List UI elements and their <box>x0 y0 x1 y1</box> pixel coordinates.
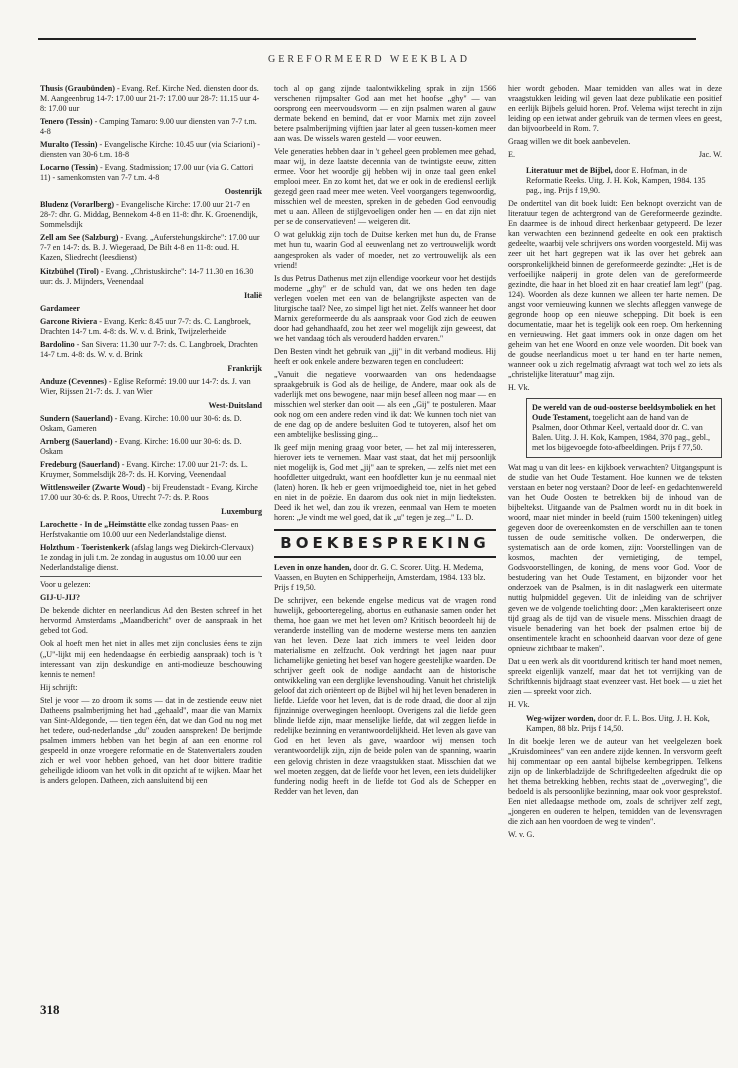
book-info: toegelicht aan de hand van de Psalmen, door Othmar Keel, vertaald door dr. C. van Balen. Uitg. J. H. Kok, Kampen, 1984, 370 pag., gebl., met los bijgevoegde foto-afbeeldingen. Prijs f 77,50. <box>532 412 711 453</box>
paragraph: „Vanuit die negatieve voorwaarden van ons hedendaagse spraakgebruik is God als de heilige, de Andere, maar ook als de vaderlijk met ons bewogene, naar mijn besef alleen nog maar — en misschien wel sterker dan ooit — als een „Gij" te postuleren. Maar ook nog om een andere reden vind ik dat: We kunnen toch niet van de ene dag op de andere besluiten God te tutoyeren, alsof het om een ambtelijke beslissing ging... <box>274 369 496 440</box>
service-place: Muralto (Tessin) <box>40 140 98 150</box>
book-title: Literatuur met de Bijbel, <box>526 166 613 176</box>
service-details: - Evang. Ref. Kirche Ned. diensten door ds. M. Aangeenbrug 14-7: 17.00 uur 21-7: 17.00 uur 28-7: 11.15 uur 4-8: 17.00 uur <box>40 84 260 114</box>
paragraph: Wat mag u van dit lees- en kijkboek verwachten? Uitgangspunt is de studie van het Oude Testament. Hoe kunnen we de teksten verstaan en beter nog verstaan? Door de leef- en gedachtenwereld van het Oude Oosten te betrekken bij de inhoud van de bijbeltekst. Uitgaande van de Psalmen wordt nu in dit boek in woord, maar niet minder in beeld (ruim 1500 tekeningen) uitleg gegeven door de overeenkomsten en de verschillen aan te tonen tussen de oude semitische volken. De onderwerpen, die systematisch aan de orde komen, zijn: Voorstellingen van de kosmos, machten der vernietiging, de tempel, Godsvoorstellingen, de koning, de mens voor God. Voor de bestudering van het Oude Testament, en bijzonder voor het onderzoek van de Psalmen, is in dit naslagwerk een uitermate nuttig hulpmiddel gegeven. Uit de inleiding van de schrijver geven we de volgende toelichting door: „Men karakteriseert onze tijd graag als de tijd van de visuele mens. Misschien draagt de visuele benadering van het boek der psalmen ertoe bij de onsentimentele kracht en schoonheid daarvan voor deze of gene opnieuw zichtbaar te maken". <box>508 463 722 653</box>
book-review-heading <box>508 166 722 196</box>
signature: E. <box>508 150 515 160</box>
column-2 <box>274 84 496 800</box>
service-details: - Evang. Kerk: 8.45 uur 7-7: ds. C. Langbroek, Drachten 14-7 t.m. 4-8: ds. W. v. d. Brink, Twijzelerheide <box>40 316 251 336</box>
service-details: - Evang. Kirche: 16.00 uur 30-6: ds. D. Oskam <box>40 436 242 456</box>
book-info: door dr. G. C. Scorer. Uitg. H. Medema, Vaassen, en Buyten en Schipperheijn, Amsterdam, 1984. 133 blz. Prijs f 19,50. <box>274 562 486 592</box>
service-place: Zell am See (Salzburg) <box>40 233 119 243</box>
service-details: - Evang. Stadmission; 17.00 uur (via G. Cattori 11) - samenkomsten van 7-7 t.m. 4-8 <box>40 163 254 183</box>
country-heading: Italië <box>244 290 262 300</box>
country-heading: West-Duitsland <box>208 400 262 410</box>
service-details: - Evang. Kirche: 10.00 uur 30-6: ds. D. Oskam, Gameren <box>40 413 242 433</box>
service-details: - San Sivera: 11.30 uur 7-7: ds. C. Langbroek, Drachten 14-7 t.m. 4-8: ds. W. v. d. Brink <box>40 339 258 359</box>
service-details: elke zondag tussen Paas- en Herfstvakantie om 10.00 uur een Nederlandstalige dienst. <box>40 520 239 540</box>
paragraph: O wat gelukkig zijn toch de Duitse kerken met hun du, de Franse met hun tu, waarin God al eeuwenlang net zo vertrouwelijk wordt aangesproken als vader of moeder, net zo vertrouwelijk als een vriend! <box>274 230 496 270</box>
paragraph: Ook al hoeft men het niet in alles met zijn conclusies éens te zijn („U"-lijkt mij een hedendaagse én eerbiedig aanspraak) toch is 't interessant van zijn deskundige en anti-modieuze beschouwing kennis te nemen! <box>40 639 262 679</box>
signature-row <box>508 150 722 160</box>
service-entry <box>40 543 262 573</box>
service-place: Gardameer <box>40 303 81 313</box>
paragraph: hier wordt geboden. Maar temidden van alles wat in deze vraagstukken leiding wil geven laat deze publikatie een positief en eerlijk Bijbels geluid horen. Prof. Velema wijst terecht in zijn leiding op een ietwat ander gebruik van de termen vlees en geest, dan bijvoorbeeld in Rom. 7. <box>508 84 722 134</box>
service-place: Tenero (Tessin) <box>40 117 93 127</box>
running-header: GEREFORMEERD WEEKBLAD <box>268 54 470 65</box>
service-entry <box>40 84 262 114</box>
paragraph: De bekende dichter en neerlandicus Ad den Besten schreef in het hervormd Amsterdams „Maandbericht" over de aanspraak in het gebed tot God. <box>40 606 262 636</box>
service-place: Arnberg (Sauerland) <box>40 436 113 446</box>
paragraph: Dat u een werk als dit voortdurend kritisch ter hand moet nemen, spreekt eigenlijk vanzelf, maar dat het tot verrijking van de Schriftkennis bijdraagt staat evenzeer vast. Het boek — u ziet het zien — spreekt voor zich. <box>508 656 722 696</box>
service-entry <box>40 437 262 457</box>
paragraph: Stel je voor — zo droom ik soms — dat in de zestiende eeuw niet Datheens psalmberijming het had „gehaald", maar die van Marnix van Sint-Aldegonde, — tien tegen één, dat we dan God nu nog met het tedere, oud-nederlandse „du" zouden aanspreken! De berijmde psalmen immers hebben van het begin af aan een enorme rol gespeeld in onze vroegere reformatie en de Statenvertalers zouden zich er wel voor hebben gehoed, van het door bittere traditie geheiligde idioom van het volk in dit opzicht af te wijken. Maar het is anders gelopen. Datheen, zich aansluitend bij een <box>40 695 262 785</box>
paragraph: Vele generaties hebben daar in 't geheel geen problemen mee gehad, maar wij, in deze laatste decennia van de twintigste eeuw, zitten ermee. Voor het woordje gij hebben wij in onze taal geen enkel emplooi meer. En zo komt het, dat we er ook in de erediensl eerlijk gezegd geen raad meer mee weten. Veel voorgangers tegenwoordig, misschien wel de meesten, spreken in de gebeden God eenvoudig met u aan. Alleen de stijlgevoeligen onder hen — en dat zijn niet per se de conservatieven! — weigeren dit. <box>274 147 496 227</box>
signature: Jac. W. <box>698 150 722 160</box>
service-entry <box>40 163 262 183</box>
service-details: - Evangelische Kirche: 10.45 uur (via Sciarioni) - diensten van 30-6 t.m. 18-8 <box>40 140 260 160</box>
service-place: Thusis (Graubünden) <box>40 84 115 93</box>
separator <box>40 576 262 577</box>
service-details: - Evang. „Auferstehungskirche": 17.00 uur 7-7 en 14-7: ds. B. J. Wiegeraad, De Bilt 4-8 en 11-8: oud. H. Kazen, Sliedrecht (leesdienst) <box>40 233 260 263</box>
service-details: - Evang. „Christuskirche": 14-7 11.30 en 16.30 uur: ds. J. Mijnders, Veenendaal <box>40 266 254 286</box>
service-details: - Camping Tamaro: 9.00 uur diensten van 7-7 t.m. 4-8 <box>40 117 257 137</box>
service-details: - Eglise Reformé: 19.00 uur 14-7: ds. J. van Wier, Rijssen 21-7: ds. J. van Wier <box>40 376 251 396</box>
book-review-heading <box>526 398 722 458</box>
service-place: Larochette - In de „Heimstätte <box>40 520 146 530</box>
section-banner: BOEKBESPREKING <box>274 529 496 558</box>
book-info: door dr. F. L. Bos. Uitg. J. H. Kok, Kampen, 88 blz. Prijs f 14,50. <box>526 713 710 733</box>
service-details: - Evang. Kirche: 17.00 uur 21-7: ds. L. Kruymer, Sommelsdijk 28-7: ds. H. Korving, Veenendaal <box>40 460 248 480</box>
service-entry <box>40 483 262 503</box>
service-place: Bardolino <box>40 339 75 349</box>
paragraph: Hij schrijft: <box>40 682 78 692</box>
service-place: Sundern (Sauerland) <box>40 413 113 423</box>
section-label: Voor u gelezen: <box>40 580 91 590</box>
paragraph: Ik geef mijn mening graag voor beter, — het zal mij interesseren, hierover iets te vernemen. Maar vast staat, dat het mij persoonlijk niet mogelijk is, God met „jij" aan te spreken, — zelfs niet met een hoofdletter uitgedrukt, want een hoofdletter kun je nu eenmaal niet (laten) horen. Ik heb er geen vrijmoedigheid toe, niet in het gebed en niet in de poëzie. En daarom dus ook niet in mijn liedteksten. Deed ik het wel, dan zou ik vrezen, eenmaal van Hem te moeten horen: „Je vindt me wel goed, dat ik „u" tegen je zeg..." L. D. <box>274 443 496 523</box>
book-review-heading <box>274 563 496 593</box>
book-title: De wereld van de oud-oosterse beeldsymboliek en het Oude Testament, <box>532 402 716 422</box>
signature: H. Vk. <box>508 382 530 392</box>
service-entry <box>40 140 262 160</box>
service-entry <box>40 304 262 314</box>
column-1 <box>40 84 262 789</box>
service-place: Fredeburg (Sauerland) <box>40 460 120 469</box>
service-place: Anduze (Cevennes) <box>40 376 107 386</box>
column-3 <box>508 84 722 843</box>
service-entry <box>40 233 262 263</box>
service-place: Locarno (Tessin) <box>40 163 98 173</box>
service-entry <box>40 414 262 434</box>
top-rule <box>38 38 696 40</box>
paragraph: toch al op gang zijnde taalontwikkeling sprak in zijn 1566 verschenen rijmpsalter God aan met het hoofse „ghy" — van oorsprong een meervoudsvorm — en zijn psalmen waren al gauw dermate bekend en bemind, dat er voor Marnix met zijn zoveel betere psalmberijming vijftien jaar later al geen tussen-komen meer aan was. De wissels waren gesteld — voor eeuwen. <box>274 84 496 144</box>
signature: W. v. G. <box>508 830 535 840</box>
service-entry <box>40 200 262 230</box>
article-title: GIJ-U-JIJ? <box>40 593 81 603</box>
service-entry <box>40 267 262 287</box>
book-info: door E. Hofman, in de Reformatie Reeks. Uitg. J. H. Kok, Kampen, 1984. 135 pag., ing. Prijs f 19,90. <box>526 166 706 196</box>
service-entry <box>40 117 262 137</box>
paragraph: De schrijver, een bekende engelse medicus vat de vragen rond huwelijk, geboorteregeling, abortus en euthanasie samen onder het thema, hoe gaan we met het leven om? Kritisch beoordeelt hij de veranderde instelling van de moderne westerse mens ten aanzien van het leven. Deze laat zich immers te veel leiden door materialisme en zelfzucht. Ook verdringt het jagen naar puur lichamelijke genieting het besef van hogere geestelijke waarden. De schrijver geeft ook de nodige aandacht aan de historische ontwikkeling van een derglijke levenshouding. Vanuit het christelijk geloof dat zich oriënteert op de Bijbel wil hij het leven benaderen in liefde. Liefde voor het leven, dat is de rode draad, die door al zijn fijnzinnige overwegingen heenloopt. Overigens zal die liefde geen blinde liefde zijn, maar menselijke liefde, dat wil zeggen liefde in redelijke bezinning en verantwoordelijkheid. Het leven als gave van God en het leven als gave, waardoor wij mensen toch verantwoordelijk zijn, zijn de beide polen van de spanning, waarin een gelovig christen in deze vraagstukken staat. Misschien dat we wel moeten zeggen, dat de liefde voor het leven, een iets duidelijker fundering nodig heeft in de liefde tot God als de Schepper en Redder van het leven, dan <box>274 596 496 796</box>
service-place: Garcone Riviera <box>40 316 98 326</box>
service-place: Wittlensweiler (Zwarte Woud) <box>40 483 146 493</box>
paragraph: Den Besten vindt het gebruik van „jij" in dit verband modieus. Hij heeft er ook enkele andere bezwaren tegen en concludeert: <box>274 346 496 366</box>
service-entry <box>40 340 262 360</box>
book-review-heading <box>508 714 722 734</box>
service-details: - bij Freudenstadt - Evang. Kirche 17.00 uur 30-6: ds. P. Roos, Utrecht 7-7: ds. P. Roos <box>40 483 258 503</box>
service-entry <box>40 460 262 480</box>
signature: H. Vk. <box>508 699 530 709</box>
service-entry <box>40 520 262 540</box>
paragraph: In dit boekje leren we de auteur van het veelgelezen boek „Kruisdominees" van een andere zijde kennen. In versvorm geeft hij commentaar op een aantal bijbelse kernbegrippen. Telkens zijn op de linkerbladzijde de Schriftgedeelten afgedrukt die op het thema betrekking hebben, rechts staat de „overweging", die bedoeld is als persoonlijke bezinning, maar ook voor gesprekstof. Een niet alledaagse methode om, zoals de schrijver zelf zegt, „jongeren en ouderen te helpen, temidden van de levensvragen die zich aan hen voordoen de weg te vinden". <box>508 736 722 827</box>
paragraph: Graag willen we dit boek aanbevelen. <box>508 137 631 147</box>
country-heading: Luxemburg <box>221 507 262 517</box>
service-entry <box>40 317 262 337</box>
country-heading: Oostenrijk <box>224 187 262 197</box>
service-entry <box>40 377 262 397</box>
service-place: Holzthum - Toeristenkerk <box>40 543 130 553</box>
book-title: Weg-wijzer worden, <box>526 713 596 723</box>
service-details: (afslag langs weg Diekirch-Clervaux) 1e zondag in juli t.m. 2e zondag in augustus om 10.00 uur een Nederlandstalige dienst. <box>40 543 254 573</box>
service-place: Bludenz (Vorarlberg) <box>40 200 115 210</box>
paragraph: Is dus Petrus Dathenus met zijn ellendige voorkeur voor het destijds moderne „ghy" er de schuld van, dat we ons heden ten dage verlegen voelen met een van de belangrijkste aspecten van de liturgische taal? Nee, zo simpel ligt het niet. Zelfs wanneer het door Marnix gereformeerde du als aanspraak voor God zich de eeuwen door had gehandhaafd, zou het zeer wel mogelijk zijn geweest, dat we het vandaag tóch als verouderd hadden ervaren." <box>274 273 496 343</box>
country-heading: Frankrijk <box>227 363 262 373</box>
service-details: - Evangelische Kirche: 17.00 uur 21-7 en 28-7: dhr. G. Middag, Bennekom 4-8 en 11-8: dhr. K. Groenendijk, Sommelsdijk <box>40 200 258 230</box>
page-number: 318 <box>40 1002 60 1017</box>
book-title: Leven in onze handen, <box>274 562 352 572</box>
service-place: Kitzbühel (Tirol) <box>40 266 99 276</box>
paragraph: De ondertitel van dit boek luidt: Een beknopt overzicht van de literatuur tegen de achtergrond van de Gereformeerde gezindte. En daarmee is de inhoud direct herkenbaar getypeerd. De lezer kan verwachten een bezinnend gedeelte en ook een praktisch gedeelte, waarbij vele schrijvers ons worden voorgesteld. Mij was zeer uit het hart gegrepen wat ik las over het gebrek aan oorspronkelijkheid binnen de gereformeerde gezindte: „Het is de verfoeilijke naäperij in grote delen van de gereformeerde gezindte, die haar in het bloed zit en haar creatief lam legt" (pag. 124). Woorden als deze kunnen we alleen ter harte nemen. De angst voor vernieuwing kunnen we slechts afleggen vanwege de gegronde hoop op een nieuwe schepping. Dit boek is een documentatie, maar het is tegelijk ook een roep. Om herkenning en vernieuwing. Het gaat immers ook in onze dagen om het geheim van het ene Woord en onze vele woorden. Dit boek van de goudse neerlandicus moet u ter hand en ter harte nemen, wanneer ook u zich regelmatig afvraagt wat toch wel zo iets als „christelijke literatuur" mag zijn. <box>508 199 722 379</box>
